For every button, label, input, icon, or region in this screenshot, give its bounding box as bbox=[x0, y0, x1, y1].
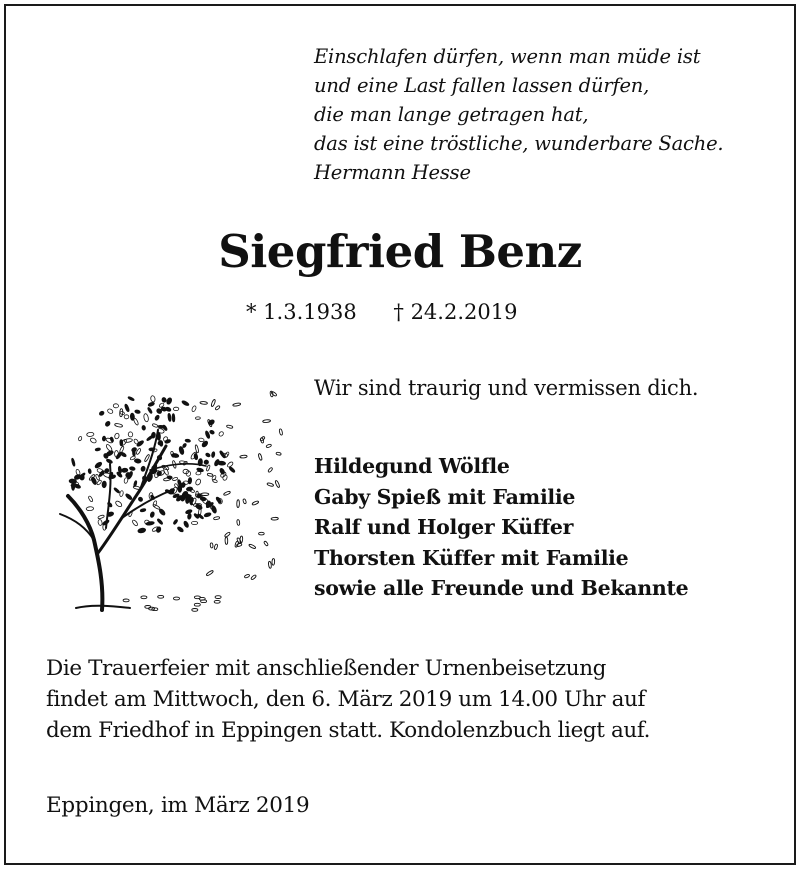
life-dates bbox=[246, 297, 517, 327]
condolence-message: Wir sind traurig und vermissen dich. bbox=[314, 376, 699, 400]
tree-icon bbox=[46, 368, 286, 616]
death-date: † 24.2.2019 bbox=[393, 300, 518, 324]
mourner-name: Gaby Spieß mit Familie bbox=[314, 484, 576, 509]
deceased-name: Siegfried Benz bbox=[218, 225, 582, 278]
funeral-service-info bbox=[46, 653, 766, 746]
mourners-list bbox=[314, 451, 688, 604]
quote-line: und eine Last fallen lassen dürfen, bbox=[314, 74, 650, 97]
service-line: Die Trauerfeier mit anschließender Urnenbeisetzung bbox=[46, 656, 607, 681]
quote-line: die man lange getragen hat, bbox=[314, 103, 589, 126]
mourner-name: sowie alle Freunde und Bekannte bbox=[314, 576, 689, 600]
hesse-quote bbox=[314, 42, 774, 187]
place-and-date: Eppingen, im März 2019 bbox=[46, 793, 310, 818]
quote-author: Hermann Hesse bbox=[314, 161, 471, 184]
birth-date: * 1.3.1938 bbox=[246, 300, 357, 324]
mourner-name: Thorsten Küffer mit Familie bbox=[314, 545, 629, 570]
mourner-name: Hildegund Wölfle bbox=[314, 454, 510, 478]
service-line: findet am Mittwoch, den 6. März 2019 um 14.00 Uhr auf bbox=[46, 687, 646, 712]
quote-line: das ist eine tröstliche, wunderbare Sache. bbox=[314, 132, 724, 155]
mourner-name: Ralf und Holger Küffer bbox=[314, 515, 574, 539]
service-line: dem Friedhof in Eppingen statt. Kondolenzbuch liegt auf. bbox=[46, 718, 651, 743]
quote-line: Einschlafen dürfen, wenn man müde ist bbox=[314, 45, 701, 68]
